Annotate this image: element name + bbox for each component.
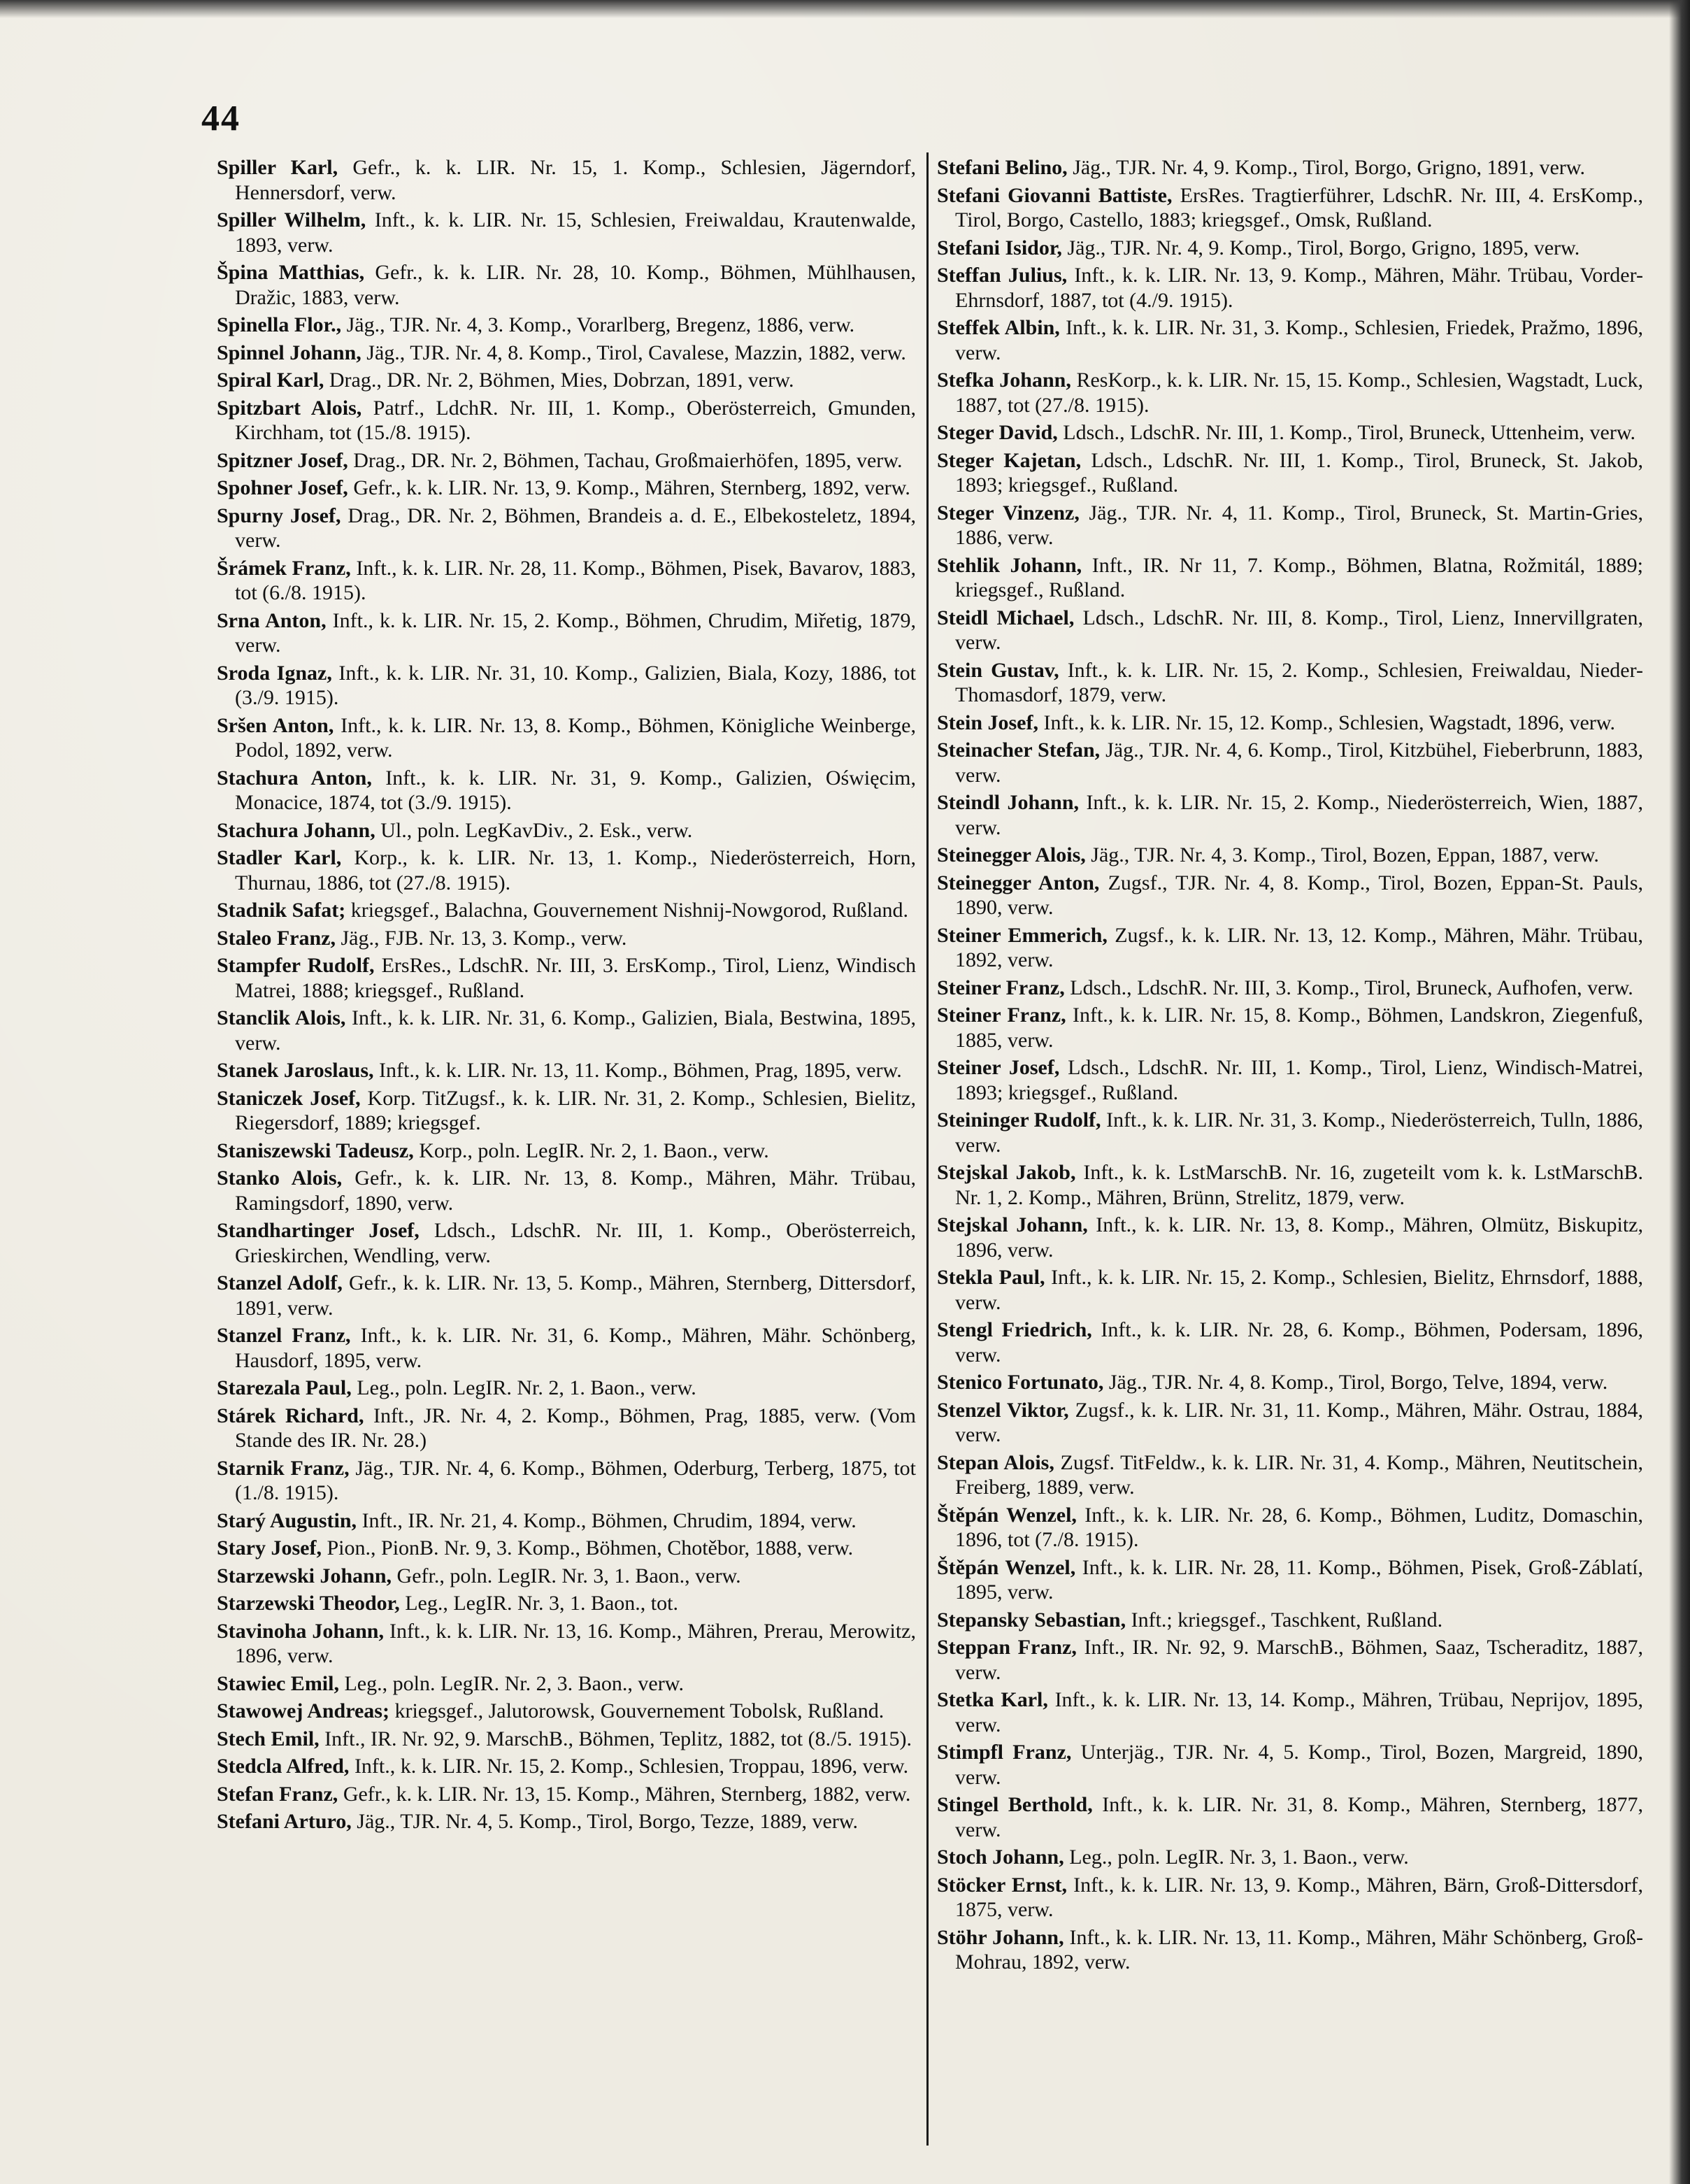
entry-name: Spiral Karl, [217, 369, 324, 392]
entry-details: Zugsf. TitFeldw., k. k. LIR. Nr. 31, 4. Komp., Mähren, Neutitschein, Freiberg, 1889, verw. [955, 1450, 1643, 1499]
entry-details: Ldsch., LdschR. Nr. III, 3. Komp., Tirol, Bruneck, Aufhofen, verw. [1064, 976, 1633, 999]
entry-details: Inft., k. k. LIR. Nr. 31, 10. Komp., Galizien, Biala, Kozy, 1886, tot (3./9. 1915). [235, 661, 916, 709]
entry-details: Inft., k. k. LIR. Nr. 15, 2. Komp., Schlesien, Troppau, 1896, verw. [349, 1755, 909, 1778]
register-entry [937, 501, 1643, 550]
entry-name: Stachura Johann, [217, 818, 375, 842]
entry-name: Spiller Wilhelm, [217, 208, 366, 231]
entry-name: Stejskal Jakob, [937, 1161, 1076, 1184]
register-entry [217, 1536, 916, 1561]
entry-details: Inft., k. k. LIR. Nr. 31, 3. Komp., Niederösterreich, Tulln, 1886, verw. [955, 1108, 1643, 1157]
entry-name: Spinella Flor., [217, 313, 342, 336]
entry-name: Stawowej Andreas; [217, 1699, 389, 1722]
entry-details: Inft., k. k. LIR. Nr. 15, 2. Komp., Schlesien, Freiwaldau, Nieder-Thomasdorf, 1879, verw. [955, 658, 1643, 706]
register-entry [217, 713, 916, 763]
register-entry [217, 1058, 916, 1083]
register-entry [217, 766, 916, 815]
register-entry [217, 1591, 916, 1616]
entry-name: Srna Anton, [217, 608, 327, 632]
register-entry [217, 953, 916, 1003]
register-entry [937, 1160, 1643, 1210]
register-entry [937, 1873, 1643, 1922]
entry-name: Stefani Belino, [937, 156, 1068, 179]
entry-details: Jäg., TJR. Nr. 4, 5. Komp., Tirol, Borgo, Tezze, 1889, verw. [351, 1810, 859, 1833]
scan-edge-right [1669, 0, 1690, 2184]
register-entry [937, 1265, 1643, 1315]
entry-name: Steiner Emmerich, [937, 923, 1108, 947]
entry-details: Leg., poln. LegIR. Nr. 2, 1. Baon., verw. [351, 1376, 696, 1399]
entry-name: Spiller Karl, [217, 156, 338, 179]
entry-name: Spinnel Johann, [217, 341, 361, 364]
entry-details: Jäg., TJR. Nr. 4, 3. Komp., Vorarlberg, Bregenz, 1886, verw. [341, 313, 855, 336]
register-entry [937, 606, 1643, 655]
entry-name: Štěpán Wenzel, [937, 1503, 1077, 1527]
entry-name: Steger Kajetan, [937, 448, 1082, 472]
register-entry [217, 898, 916, 923]
entry-details: Inft., k. k. LIR. Nr. 31, 9. Komp., Galizien, Oświęcim, Monacice, 1874, tot (3./9. 1915). [235, 766, 916, 814]
entry-name: Stetka Karl, [937, 1688, 1048, 1711]
register-entry [217, 845, 916, 895]
entry-name: Stefka Johann, [937, 369, 1071, 392]
entry-name: Stefani Arturo, [217, 1810, 352, 1833]
entry-details: Zugsf., TJR. Nr. 4, 8. Komp., Tirol, Bozen, Eppan-St. Pauls, 1890, verw. [955, 871, 1643, 919]
entry-name: Starzewski Johann, [217, 1564, 392, 1587]
register-entry [217, 341, 916, 366]
entry-details: Jäg., TJR. Nr. 4, 6. Komp., Böhmen, Oderburg, Terberg, 1875, tot (1./8. 1915). [235, 1456, 916, 1504]
entry-name: Stanzel Franz, [217, 1324, 351, 1347]
entry-details: Ldsch., LdschR. Nr. III, 1. Komp., Tirol, Lienz, Windisch-Matrei, 1893; kriegsgef., Rußland. [955, 1056, 1643, 1104]
entry-details: Leg., LegIR. Nr. 3, 1. Baon., tot. [399, 1592, 678, 1615]
register-entry [217, 1754, 916, 1779]
register-entry [217, 1619, 916, 1669]
entry-name: Stejskal Johann, [937, 1213, 1088, 1236]
register-entry [937, 236, 1643, 261]
entry-details: Inft.; kriegsgef., Taschkent, Rußland. [1126, 1608, 1443, 1632]
entry-details: Inft., k. k. LIR. Nr. 28, 6. Komp., Böhmen, Podersam, 1896, verw. [955, 1318, 1643, 1366]
register-entry [217, 1809, 916, 1834]
register-entry [217, 313, 916, 338]
register-entry [937, 976, 1643, 1001]
register-entry [217, 1139, 916, 1164]
entry-name: Steiner Franz, [937, 1004, 1066, 1027]
register-entry [937, 1503, 1643, 1553]
register-entry [217, 608, 916, 658]
entry-details: Korp., poln. LegIR. Nr. 2, 1. Baon., verw. [413, 1139, 769, 1162]
entry-details: Inft., k. k. LIR. Nr. 13, 8. Komp., Mähren, Olmütz, Biskupitz, 1896, verw. [955, 1213, 1643, 1262]
entry-name: Sršen Anton, [217, 713, 334, 737]
entry-details: Inft., k. k. LstMarschB. Nr. 16, zugeteilt vom k. k. LstMarschB. Nr. 1, 2. Komp., Mähren, Brünn, Strelitz, 1879, verw. [955, 1161, 1643, 1209]
register-entry [937, 658, 1643, 708]
entry-name: Štěpán Wenzel, [937, 1555, 1076, 1579]
register-entry [217, 818, 916, 843]
entry-name: Stefani Giovanni Battiste, [937, 183, 1173, 207]
entry-details: Gefr., k. k. LIR. Nr. 28, 10. Komp., Böhmen, Mühlhausen, Dražic, 1883, verw. [235, 261, 916, 309]
register-entry [937, 1318, 1643, 1367]
entry-details: Inft., JR. Nr. 4, 2. Komp., Böhmen, Prag, 1885, verw. (Vom Stande des IR. Nr. 28.) [235, 1404, 916, 1452]
entry-details: Gefr., k. k. LIR. Nr. 13, 9. Komp., Mähren, Sternberg, 1892, verw. [348, 476, 910, 499]
scan-edge-top [0, 0, 1690, 18]
entry-details: Korp., k. k. LIR. Nr. 13, 1. Komp., Niederösterreich, Horn, Thurnau, 1886, tot (27./8. 1915). [235, 846, 916, 894]
register-entry [937, 183, 1643, 233]
entry-details: Gefr., k. k. LIR. Nr. 13, 8. Komp., Mähren, Mähr. Trübau, Ramingsdorf, 1890, verw. [235, 1166, 916, 1215]
entry-name: Špina Matthias, [217, 261, 365, 284]
register-entry [937, 843, 1643, 868]
register-entry [937, 1740, 1643, 1790]
entry-name: Starý Augustin, [217, 1508, 357, 1532]
register-entry [217, 208, 916, 257]
register-entry [937, 263, 1643, 313]
register-entry [937, 923, 1643, 973]
entry-details: Zugsf., k. k. LIR. Nr. 13, 12. Komp., Mähren, Mähr. Trübau, 1892, verw. [955, 923, 1643, 971]
column-divider [926, 152, 929, 2146]
entry-name: Spohner Josef, [217, 476, 348, 499]
entry-details: Pion., PionB. Nr. 9, 3. Komp., Böhmen, Chotěbor, 1888, verw. [321, 1536, 854, 1560]
register-entry [937, 420, 1643, 445]
entry-name: Stary Josef, [217, 1536, 322, 1560]
entry-details: Korp. TitZugsf., k. k. LIR. Nr. 31, 2. Komp., Schlesien, Bielitz, Riegersdorf, 1889; kriegsgef. [235, 1086, 916, 1134]
entry-details: Ldsch., LdschR. Nr. III, 8. Komp., Tirol, Lienz, Innervillgraten, verw. [955, 606, 1643, 654]
entry-details: Inft., k. k. LIR. Nr. 13, 14. Komp., Mähren, Trübau, Neprijov, 1895, verw. [955, 1688, 1643, 1736]
entry-name: Staniszewski Tadeusz, [217, 1139, 414, 1162]
register-entry [217, 1218, 916, 1268]
entry-details: Unterjäg., TJR. Nr. 4, 5. Komp., Tirol, Bozen, Margreid, 1890, verw. [955, 1741, 1643, 1789]
entry-details: Gefr., k. k. LIR. Nr. 15, 1. Komp., Schlesien, Jägerndorf, Hennersdorf, verw. [235, 156, 916, 204]
entry-name: Steinegger Anton, [937, 871, 1100, 894]
entry-name: Stanclik Alois, [217, 1006, 346, 1029]
entry-details: Ldsch., LdschR. Nr. III, 1. Komp., Tirol, Bruneck, Uttenheim, verw. [1057, 421, 1636, 444]
entry-details: Inft., k. k. LIR. Nr. 15, 8. Komp., Böhmen, Landskron, Ziegenfuß, 1885, verw. [955, 1004, 1643, 1052]
entry-details: Jäg., TJR. Nr. 4, 6. Komp., Tirol, Kitzbühel, Fieberbrunn, 1883, verw. [955, 738, 1643, 787]
entry-name: Stavinoha Johann, [217, 1619, 384, 1643]
register-entry [217, 1699, 916, 1724]
entry-name: Spitzner Josef, [217, 448, 348, 472]
entry-name: Sroda Ignaz, [217, 661, 332, 685]
register-entry [217, 1404, 916, 1453]
register-entry [937, 368, 1643, 417]
entry-details: ResKorp., k. k. LIR. Nr. 15, 15. Komp., Schlesien, Wagstadt, Luck, 1887, tot (27./8. 1915). [955, 369, 1643, 417]
entry-name: Stöcker Ernst, [937, 1873, 1068, 1897]
entry-name: Starzewski Theodor, [217, 1592, 400, 1615]
entry-name: Stanko Alois, [217, 1166, 343, 1190]
entry-name: Steger David, [937, 421, 1058, 444]
entry-name: Spurny Josef, [217, 504, 341, 527]
register-entry [937, 738, 1643, 787]
register-entry [217, 155, 916, 205]
entry-details: Inft., k. k. LIR. Nr. 31, 6. Komp., Mähren, Mähr. Schönberg, Hausdorf, 1895, verw. [235, 1324, 916, 1372]
entry-name: Stenico Fortunato, [937, 1371, 1104, 1394]
entry-name: Stech Emil, [217, 1727, 320, 1750]
entry-details: Leg., poln. LegIR. Nr. 2, 3. Baon., verw. [338, 1671, 684, 1695]
register-entry [217, 260, 916, 310]
register-entry [937, 1213, 1643, 1262]
entry-details: Inft., k. k. LIR. Nr. 28, 11. Komp., Böhmen, Pisek, Groß-Záblatí, 1895, verw. [955, 1555, 1643, 1604]
register-entry [217, 1271, 916, 1320]
entry-name: Stepansky Sebastian, [937, 1608, 1126, 1632]
entry-details: Inft., k. k. LIR. Nr. 13, 9. Komp., Mähren, Bärn, Groß-Dittersdorf, 1875, verw. [955, 1873, 1643, 1921]
entry-details: Inft., k. k. LIR. Nr. 15, 2. Komp., Böhmen, Chrudim, Miřetig, 1879, verw. [235, 608, 916, 657]
register-entry [217, 448, 916, 473]
entry-details: ErsRes. Tragtierführer, LdschR. Nr. III, 4. ErsKomp., Tirol, Borgo, Castello, 1883; kriegsgef., Omsk, Rußland. [955, 183, 1643, 231]
register-entry [937, 1925, 1643, 1975]
entry-details: Jäg., TJR. Nr. 4, 11. Komp., Tirol, Bruneck, St. Martin-Gries, 1886, verw. [955, 501, 1643, 549]
entry-details: Inft., k. k. LIR. Nr. 31, 6. Komp., Galizien, Biala, Bestwina, 1895, verw. [235, 1006, 916, 1055]
entry-details: Inft., IR. Nr. 92, 9. MarschB., Böhmen, Saaz, Tscheraditz, 1887, verw. [955, 1636, 1643, 1684]
entry-name: Stefani Isidor, [937, 236, 1062, 259]
entry-name: Stanzel Adolf, [217, 1271, 343, 1294]
entry-details: Drag., DR. Nr. 2, Böhmen, Mies, Dobrzan, 1891, verw. [324, 369, 794, 392]
register-entry [937, 1370, 1643, 1395]
entry-name: Stingel Berthold, [937, 1793, 1093, 1816]
entry-name: Starnik Franz, [217, 1456, 350, 1480]
register-entry [937, 1845, 1643, 1870]
register-entry [217, 1323, 916, 1373]
register-entry [937, 1635, 1643, 1685]
entry-name: Steidl Michael, [937, 606, 1075, 629]
entry-details: Inft., k. k. LIR. Nr. 15, 2. Komp., Schlesien, Bielitz, Ehrnsdorf, 1888, verw. [955, 1266, 1643, 1314]
entry-name: Stefan Franz, [217, 1782, 338, 1806]
entry-details: kriegsgef., Balachna, Gouvernement Nishnij-Nowgorod, Rußland. [345, 899, 909, 922]
entry-name: Stadnik Safat; [217, 899, 346, 922]
register-entry [937, 871, 1643, 920]
entry-details: Inft., IR. Nr 11, 7. Komp., Böhmen, Blatna, Rožmitál, 1889; kriegsgef., Rußland. [955, 553, 1643, 601]
entry-details: Jäg., TJR. Nr. 4, 9. Komp., Tirol, Borgo, Grigno, 1891, verw. [1067, 156, 1586, 179]
register-entry [217, 396, 916, 445]
entry-details: Jäg., TJR. Nr. 4, 8. Komp., Tirol, Borgo, Telve, 1894, verw. [1103, 1371, 1608, 1394]
entry-name: Stein Josef, [937, 711, 1038, 734]
entry-name: Staleo Franz, [217, 926, 336, 950]
entry-name: Stedcla Alfred, [217, 1755, 350, 1778]
entry-details: Inft., k. k. LIR. Nr. 13, 9. Komp., Mähren, Mähr. Trübau, Vorder-Ehrnsdorf, 1887, tot (4./9. 1915). [955, 264, 1643, 312]
entry-name: Stawiec Emil, [217, 1671, 339, 1695]
register-entry [217, 368, 916, 393]
register-entry [937, 1687, 1643, 1737]
entry-name: Steppan Franz, [937, 1636, 1077, 1659]
register-entry [217, 556, 916, 606]
entry-details: ErsRes., LdschR. Nr. III, 3. ErsKomp., Tirol, Lienz, Windisch Matrei, 1888; kriegsgef., Rußland. [235, 954, 916, 1002]
left-column [217, 155, 916, 2155]
entry-details: Drag., DR. Nr. 2, Böhmen, Tachau, Großmaierhöfen, 1895, verw. [348, 448, 903, 472]
register-entry [217, 1727, 916, 1752]
entry-name: Stehlik Johann, [937, 553, 1082, 577]
entry-name: Steindl Johann, [937, 791, 1080, 814]
register-entry [217, 1376, 916, 1401]
entry-details: Inft., IR. Nr. 92, 9. MarschB., Böhmen, Teplitz, 1882, tot (8./5. 1915). [319, 1727, 912, 1750]
register-entry [937, 711, 1643, 736]
page-number: 44 [201, 99, 241, 138]
entry-details: Inft., k. k. LIR. Nr. 15, 2. Komp., Niederösterreich, Wien, 1887, verw. [955, 791, 1643, 839]
entry-details: Ldsch., LdschR. Nr. III, 1. Komp., Oberösterreich, Grieskirchen, Wendling, verw. [235, 1219, 916, 1267]
entry-details: Inft., k. k. LIR. Nr. 13, 8. Komp., Böhmen, Königliche Weinberge, Podol, 1892, verw. [235, 713, 916, 762]
entry-details: Jäg., TJR. Nr. 4, 9. Komp., Tirol, Borgo, Grigno, 1895, verw. [1061, 236, 1580, 259]
entry-name: Stekla Paul, [937, 1266, 1045, 1289]
entry-name: Stimpfl Franz, [937, 1741, 1072, 1764]
entry-name: Stampfer Rudolf, [217, 954, 375, 977]
register-entry [217, 1086, 916, 1136]
register-entry [217, 661, 916, 711]
entry-details: Inft., k. k. LIR. Nr. 13, 11. Komp., Böhmen, Prag, 1895, verw. [373, 1059, 902, 1082]
entry-details: Inft., k. k. LIR. Nr. 28, 6. Komp., Böhmen, Luditz, Domaschin, 1896, tot (7./8. 1915). [955, 1503, 1643, 1551]
entry-name: Stein Gustav, [937, 658, 1059, 682]
register-entry [937, 1108, 1643, 1157]
entry-details: Jäg., FJB. Nr. 13, 3. Komp., verw. [335, 926, 627, 950]
entry-details: Inft., k. k. LIR. Nr. 13, 16. Komp., Mähren, Prerau, Merowitz, 1896, verw. [235, 1619, 916, 1667]
entry-details: Inft., k. k. LIR. Nr. 31, 3. Komp., Schlesien, Friedek, Pražmo, 1896, verw. [955, 316, 1643, 364]
register-entry [217, 1166, 916, 1215]
register-entry [217, 1456, 916, 1506]
register-entry [217, 1782, 916, 1807]
entry-details: Inft., k. k. LIR. Nr. 31, 8. Komp., Mähren, Sternberg, 1877, verw. [955, 1793, 1643, 1841]
entry-name: Steininger Rudolf, [937, 1108, 1101, 1132]
register-entry [937, 1055, 1643, 1105]
entry-name: Steffan Julius, [937, 264, 1068, 287]
entry-details: Zugsf., k. k. LIR. Nr. 31, 11. Komp., Mähren, Mähr. Ostrau, 1884, verw. [955, 1398, 1643, 1446]
entry-details: Gefr., k. k. LIR. Nr. 13, 15. Komp., Mähren, Sternberg, 1882, verw. [338, 1782, 911, 1806]
register-entry [937, 553, 1643, 603]
register-entry [217, 476, 916, 501]
entry-details: Leg., poln. LegIR. Nr. 3, 1. Baon., verw. [1064, 1846, 1409, 1869]
entry-details: Patrf., LdchR. Nr. III, 1. Komp., Oberösterreich, Gmunden, Kirchham, tot (15./8. 1915). [235, 396, 916, 444]
entry-name: Stoch Johann, [937, 1846, 1064, 1869]
register-entry [937, 1003, 1643, 1052]
register-entry [217, 1006, 916, 1055]
entry-name: Starezala Paul, [217, 1376, 352, 1399]
register-entry [217, 1564, 916, 1589]
entry-details: Inft., k. k. LIR. Nr. 15, Schlesien, Freiwaldau, Krautenwalde, 1893, verw. [235, 208, 916, 257]
register-entry [937, 448, 1643, 498]
entry-name: Stengl Friedrich, [937, 1318, 1092, 1341]
entry-name: Steinegger Alois, [937, 843, 1086, 866]
register-entry [937, 1555, 1643, 1605]
entry-name: Staniczek Josef, [217, 1086, 361, 1110]
entry-details: Inft., IR. Nr. 21, 4. Komp., Böhmen, Chrudim, 1894, verw. [357, 1508, 857, 1532]
register-entry [937, 1450, 1643, 1500]
entry-name: Stadler Karl, [217, 846, 342, 869]
entry-details: Drag., DR. Nr. 2, Böhmen, Brandeis a. d. E., Elbekosteletz, 1894, verw. [235, 504, 916, 552]
entry-details: Jäg., TJR. Nr. 4, 3. Komp., Tirol, Bozen, Eppan, 1887, verw. [1085, 843, 1599, 866]
entry-details: Inft., k. k. LIR. Nr. 13, 11. Komp., Mähren, Mähr Schönberg, Groß-Mohrau, 1892, verw. [955, 1925, 1643, 1974]
entry-name: Stárek Richard, [217, 1404, 364, 1427]
register-entry [937, 1398, 1643, 1448]
entry-details: Gefr., k. k. LIR. Nr. 13, 5. Komp., Mähren, Sternberg, Dittersdorf, 1891, verw. [235, 1271, 916, 1320]
entry-details: Jäg., TJR. Nr. 4, 8. Komp., Tirol, Cavalese, Mazzin, 1882, verw. [361, 341, 906, 364]
entry-name: Stenzel Viktor, [937, 1398, 1069, 1422]
entry-details: Ul., poln. LegKavDiv., 2. Esk., verw. [375, 818, 693, 842]
entry-details: Gefr., poln. LegIR. Nr. 3, 1. Baon., verw. [392, 1564, 741, 1587]
register-entry [217, 504, 916, 553]
entry-name: Stachura Anton, [217, 766, 372, 790]
entry-name: Steffek Albin, [937, 316, 1060, 339]
entry-name: Stöhr Johann, [937, 1925, 1064, 1949]
entry-details: Ldsch., LdschR. Nr. III, 1. Komp., Tirol, Bruneck, St. Jakob, 1893; kriegsgef., Rußland. [955, 448, 1643, 497]
entry-name: Standhartinger Josef, [217, 1219, 420, 1242]
register-entry [937, 790, 1643, 840]
entry-name: Steiner Franz, [937, 976, 1065, 999]
entry-name: Spitzbart Alois, [217, 396, 362, 420]
entry-details: kriegsgef., Jalutorowsk, Gouvernement Tobolsk, Rußland. [389, 1699, 885, 1722]
entry-name: Steiner Josef, [937, 1056, 1060, 1079]
register-entry [937, 1792, 1643, 1842]
register-entry [217, 1671, 916, 1697]
register-entry [937, 155, 1643, 180]
register-entry [937, 315, 1643, 365]
entry-name: Steger Vinzenz, [937, 501, 1080, 524]
entry-name: Stanek Jaroslaus, [217, 1059, 374, 1082]
register-entry [937, 1608, 1643, 1633]
register-entry [217, 926, 916, 951]
entry-details: Inft., k. k. LIR. Nr. 15, 12. Komp., Schlesien, Wagstadt, 1896, verw. [1038, 711, 1615, 734]
entry-details: Inft., k. k. LIR. Nr. 28, 11. Komp., Böhmen, Pisek, Bavarov, 1883, tot (6./8. 1915). [235, 556, 916, 604]
right-column [937, 155, 1643, 2155]
entry-name: Steinacher Stefan, [937, 738, 1101, 762]
entry-name: Šrámek Franz, [217, 556, 351, 580]
entry-name: Stepan Alois, [937, 1450, 1054, 1474]
register-entry [217, 1508, 916, 1534]
